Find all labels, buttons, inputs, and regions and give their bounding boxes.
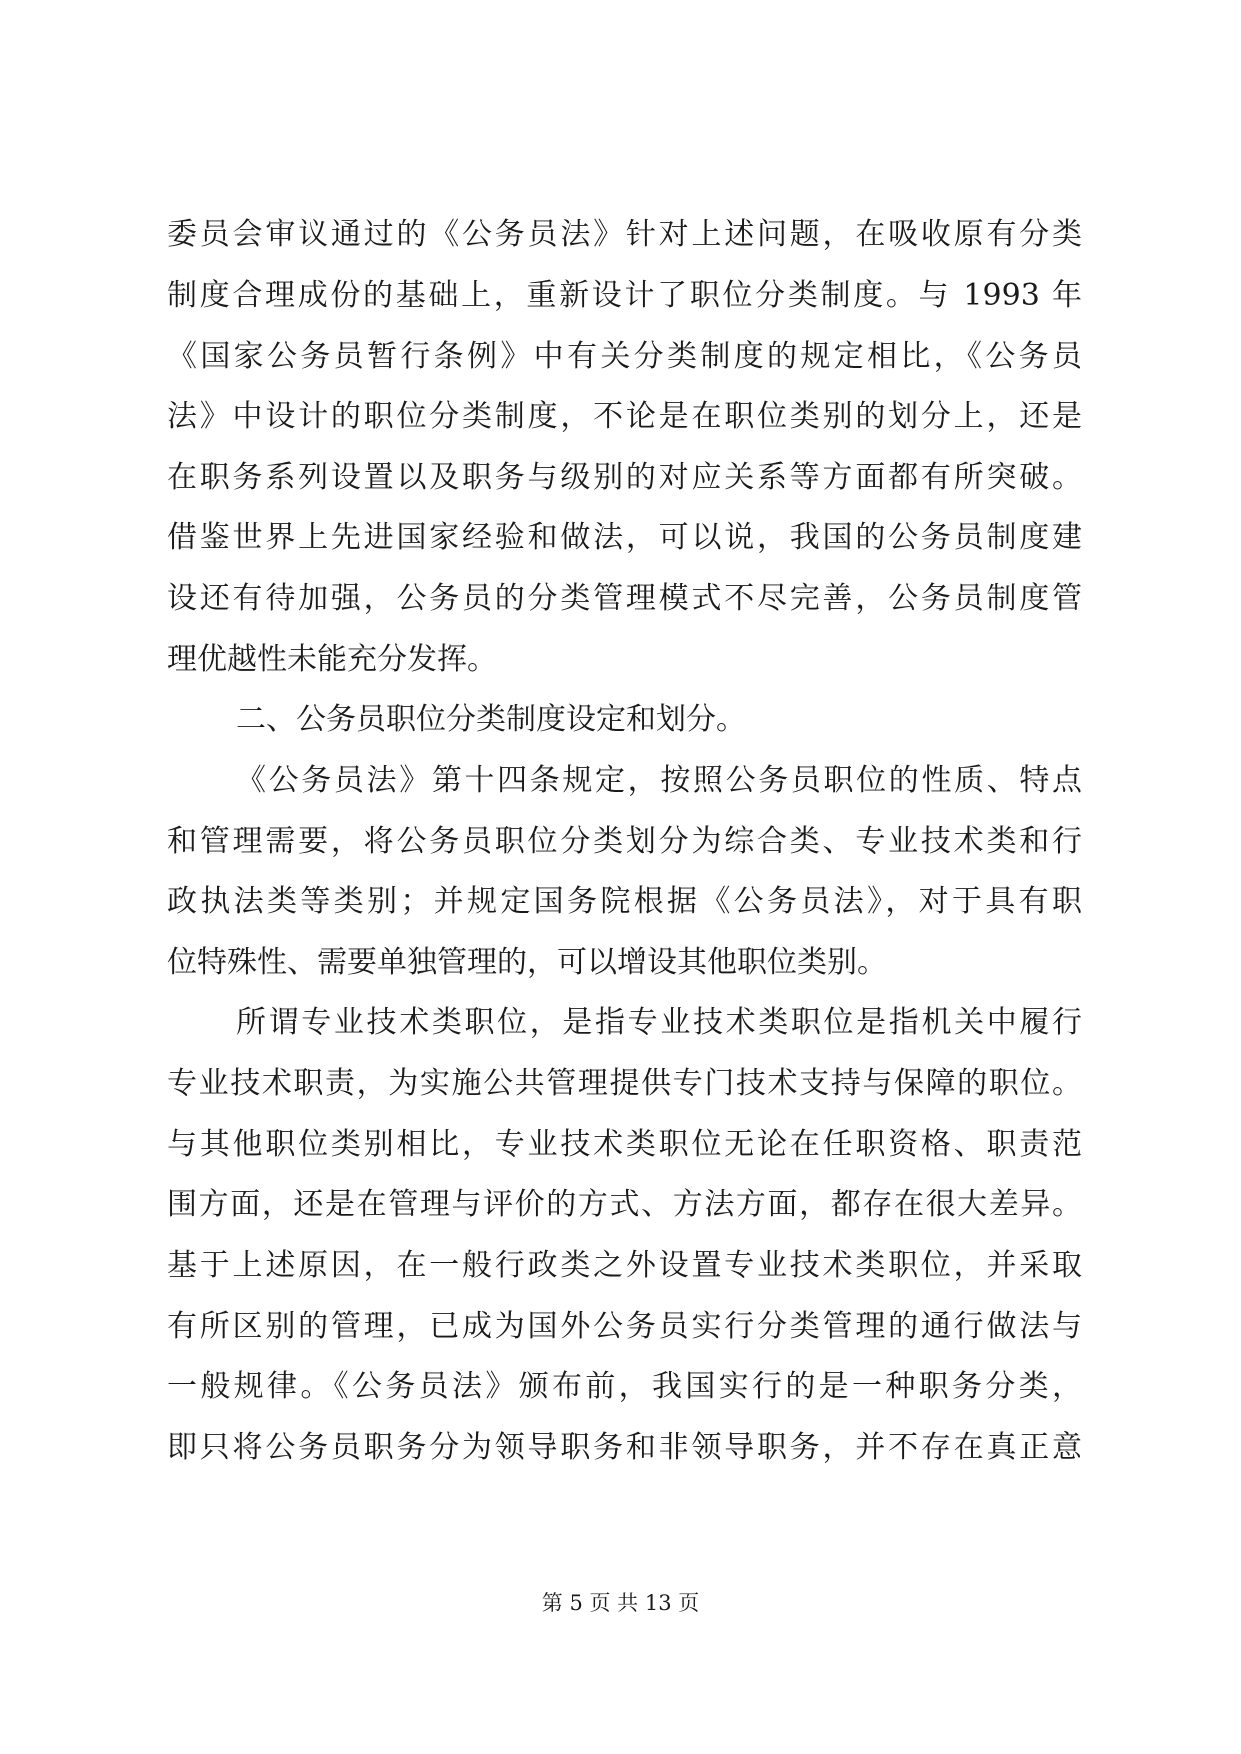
body-text-line: 专业技术职责，为实施公共管理提供专门技术支持与保障的职位。 [167,1066,1082,1101]
body-text-line: 围方面，还是在管理与评价的方式、方法方面，都存在很大差异。 [167,1187,1082,1222]
body-text-line: 所谓专业技术类职位，是指专业技术类职位是指机关中履行 [236,1005,1082,1040]
body-text-line: 有所区别的管理，已成为国外公务员实行分类管理的通行做法与 [167,1309,1082,1344]
page-number-footer: 第 5 页 共 13 页 [541,1591,700,1615]
body-text-line: 在职务系列设置以及职务与级别的对应关系等方面都有所突破。 [167,460,1082,495]
body-text-line: 政执法类等类别；并规定国务院根据《公务员法》，对于具有职 [167,884,1082,919]
body-text-line: 理优越性未能充分发挥。 [167,642,497,677]
body-text-line: 设还有待加强，公务员的分类管理模式不尽完善，公务员制度管 [167,581,1082,616]
body-text-line: 法》中设计的职位分类制度，不论是在职位类别的划分上，还是 [167,399,1082,434]
body-text-line: 基于上述原因，在一般行政类之外设置专业技术类职位，并采取 [167,1248,1082,1283]
section-heading: 二、公务员职位分类制度设定和划分。 [236,702,746,737]
body-text-line: 和管理需要，将公务员职位分类划分为综合类、专业技术类和行 [167,824,1082,859]
body-text-line: 借鉴世界上先进国家经验和做法，可以说，我国的公务员制度建 [167,520,1082,555]
body-text-line: 《国家公务员暂行条例》中有关分类制度的规定相比，《公务员 [167,339,1082,374]
body-text-line: 即只将公务员职务分为领导职务和非领导职务，并不存在真正意 [167,1430,1082,1465]
body-text-line: 一般规律。《公务员法》颁布前，我国实行的是一种职务分类， [167,1369,1082,1404]
body-text-line: 位特殊性、需要单独管理的，可以增设其他职位类别。 [167,945,887,980]
body-text-line: 《公务员法》第十四条规定，按照公务员职位的性质、特点 [236,763,1082,798]
body-text-line: 制度合理成份的基础上，重新设计了职位分类制度。与 1993 年 [167,278,1082,313]
body-text-line: 与其他职位类别相比，专业技术类职位无论在任职资格、职责范 [167,1127,1082,1162]
body-text-line: 委员会审议通过的《公务员法》针对上述问题，在吸收原有分类 [167,217,1082,252]
